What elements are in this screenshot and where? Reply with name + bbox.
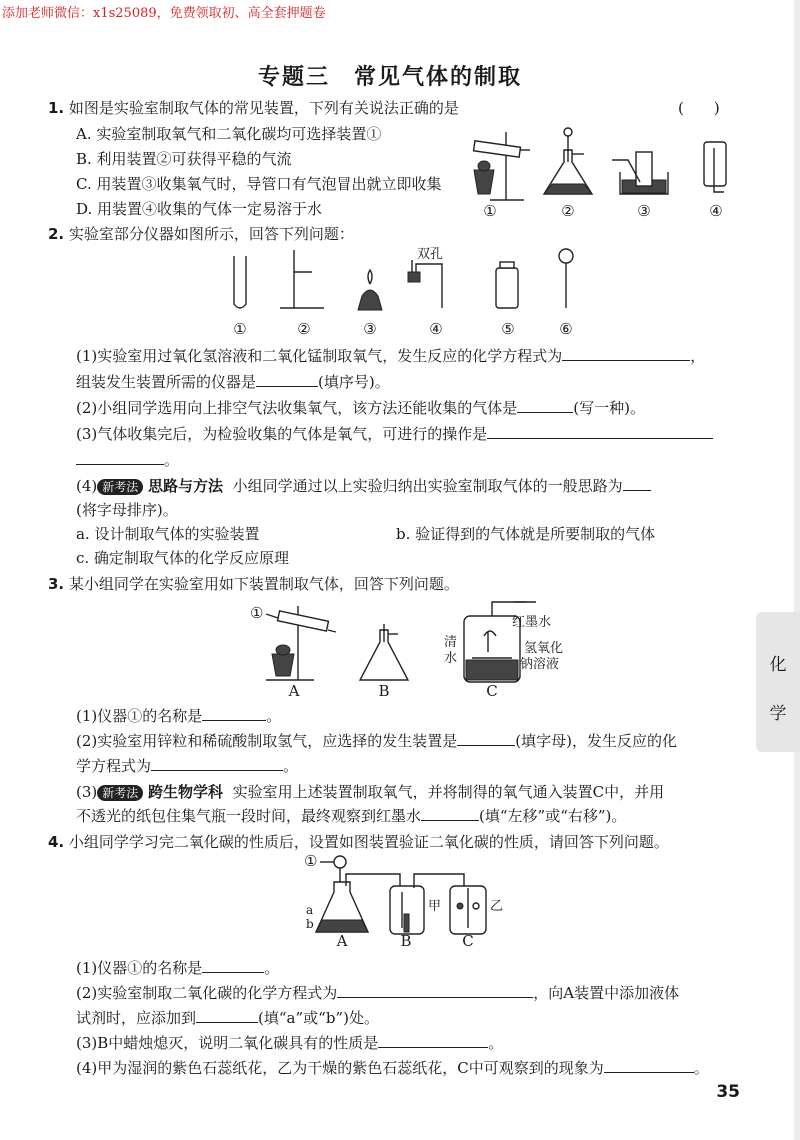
q2-part3 <box>76 424 713 444</box>
q1-apparatus-figure <box>460 122 740 222</box>
q3-device-blank[interactable] <box>457 731 515 746</box>
q3-label-b: B <box>378 682 390 700</box>
q2-instruments-blank[interactable] <box>256 372 318 387</box>
q4-stem <box>48 832 669 852</box>
q4-instrument-blank[interactable] <box>202 958 264 973</box>
q2-fig-label-6: ⑥ <box>559 320 573 338</box>
q4-fig-marker: ① <box>304 852 318 870</box>
q2-part3-cont <box>76 450 179 470</box>
q2-part4 <box>76 476 651 496</box>
page-edge <box>794 0 800 1140</box>
q3-label-c: C <box>486 682 498 700</box>
q2-fig-label-5: ⑤ <box>501 320 515 338</box>
q3-naoh-label-2: 钠溶液 <box>520 657 560 672</box>
q4-label-b: B <box>400 932 412 950</box>
q1-stem-text: 如图是实验室制取气体的常见装置，下列有关说法正确的是 <box>68 99 459 117</box>
q2-equation-blank[interactable] <box>562 346 690 361</box>
q2-part1b-text: 组装发生装置所需的仪器是 <box>76 373 257 391</box>
q4-part4-text: (4)甲为湿润的紫色石蕊纸花，乙为干燥的紫色石蕊纸花，C中可观察到的现象为 <box>76 1059 604 1077</box>
q3-part3-cont <box>76 806 626 826</box>
q2-number: 2. <box>48 225 65 243</box>
q2-fig-label-2: ② <box>297 320 311 338</box>
q4-device-c <box>450 886 486 934</box>
q3-part1-end: 。 <box>266 707 282 725</box>
new-method-badge: 新考法 <box>97 785 143 801</box>
q1-option-c: C. 用装置③收集氧气时，导管口有气泡冒出就立即收集 <box>76 175 442 193</box>
q2-part1-line2 <box>76 372 390 392</box>
q2-part1-line1 <box>76 346 705 366</box>
q2-part2 <box>76 398 645 418</box>
q2-operation-blank-2[interactable] <box>76 450 164 465</box>
q3-part2-end: (填字母)，发生反应的化 <box>515 732 677 750</box>
q4-part4-end: 。 <box>693 1059 709 1077</box>
q2-fig-label-1: ① <box>233 320 247 338</box>
q4-device-a <box>316 856 400 932</box>
q2-part4-text: 小组同学通过以上实验归纳出实验室制取气体的一般思路为 <box>232 477 623 495</box>
side-tab-char-1: 化 <box>769 655 787 675</box>
q3-device-b <box>360 624 408 680</box>
q2-part3-text: (3)气体收集完后，为检验收集的气体是氧气，可进行的操作是 <box>76 425 488 443</box>
q1-answer-paren: ( ) <box>678 99 720 117</box>
q2-option-a: a. 设计制取气体的实验装置 <box>76 525 260 543</box>
q4-ab-blank[interactable] <box>196 1008 258 1023</box>
q3-instrument-blank[interactable] <box>202 706 266 721</box>
q2-part2-end: (写一种)。 <box>573 399 645 417</box>
q2-fig-label-4: ④ <box>429 320 443 338</box>
q4-label-a: A <box>336 932 348 950</box>
q3-part3-num: (3) <box>76 783 98 801</box>
q4-label-c: C <box>462 932 474 950</box>
q4-part2 <box>76 983 679 1003</box>
q3-clear-label: 清 <box>444 635 458 650</box>
q2-part4-cont: (将字母排序)。 <box>76 501 178 519</box>
q3-equation-blank[interactable] <box>151 756 283 771</box>
q3-apparatus-figure <box>244 596 574 700</box>
q3-part3 <box>76 782 664 802</box>
q4-part3-text: (3)B中蜡烛熄灭，说明二氧化碳具有的性质是 <box>76 1034 379 1052</box>
q3-stem <box>48 574 459 594</box>
q1-fig-label-3: ③ <box>637 202 651 220</box>
q4-label-jia: 甲 <box>428 899 442 914</box>
q2-stem <box>48 224 354 244</box>
q4-part2b-end: (填“a”或“b”)处。 <box>258 1009 379 1027</box>
q4-part3-end: 。 <box>488 1034 504 1052</box>
q2-part4-num: (4) <box>76 477 98 495</box>
q2-operation-blank-1[interactable] <box>487 424 713 439</box>
q3-part3-text: 实验室用上述装置制取氧气，并将制得的氧气通入装置C中，并用 <box>232 783 665 801</box>
q1-conical-flask <box>544 128 592 194</box>
q1-option-d: D. 用装置④收集的气体一定易溶于水 <box>76 200 323 218</box>
watermark: 添加老师微信：x1s25089，免费领取初、高全套押题卷 <box>2 6 326 21</box>
q2-part2-text: (2)小组同学选用向上排空气法收集氧气，该方法还能收集的气体是 <box>76 399 518 417</box>
q2-long-neck-funnel <box>559 249 573 308</box>
q2-order-blank[interactable] <box>623 476 651 491</box>
q4-part2-cont <box>76 1008 379 1028</box>
q1-stem <box>48 98 459 118</box>
q4-part2-text: (2)实验室制取二氧化碳的化学方程式为 <box>76 984 338 1002</box>
q3-red-ink-label: 红墨水 <box>512 615 552 630</box>
q4-part4 <box>76 1058 709 1078</box>
q4-mark-b: b <box>306 917 314 931</box>
q2-option-c: c. 确定制取气体的化学反应原理 <box>76 549 289 567</box>
q4-number: 4. <box>48 833 65 851</box>
q3-ink-blank[interactable] <box>421 806 479 821</box>
q4-part2-end: ，向A装置中添加液体 <box>533 984 680 1002</box>
q1-heating-apparatus <box>474 132 530 200</box>
new-method-badge: 新考法 <box>97 479 143 495</box>
q4-mark-a: a <box>306 903 314 917</box>
q3-part2-text: (2)实验室用锌粒和稀硫酸制取氢气，应选择的发生装置是 <box>76 732 458 750</box>
q4-part1-text: (1)仪器①的名称是 <box>76 959 203 977</box>
q2-part1b-end: (填序号)。 <box>318 373 390 391</box>
q3-part3b-end: (填“左移”或“右移”)。 <box>479 807 627 825</box>
q2-iron-stand <box>280 250 324 308</box>
q2-part4-tagtext: 思路与方法 <box>148 477 224 495</box>
q3-part2b-text: 学方程式为 <box>76 757 152 775</box>
q4-property-blank[interactable] <box>378 1033 488 1048</box>
q3-part2 <box>76 731 677 751</box>
q1-number: 1. <box>48 99 65 117</box>
q2-part1-text: (1)实验室用过氧化氢溶液和二氧化锰制取氧气，发生反应的化学方程式为 <box>76 347 563 365</box>
q2-alcohol-lamp <box>358 270 382 310</box>
q3-part1 <box>76 706 281 726</box>
subject-side-tab <box>756 612 800 752</box>
q4-part1 <box>76 958 279 978</box>
page-title: 专题三 常见气体的制取 <box>257 65 522 90</box>
q2-double-hole-label: 双孔 <box>416 247 444 262</box>
q4-label-yi: 乙 <box>490 899 504 914</box>
q3-label-a: A <box>288 682 300 700</box>
q1-fig-label-4: ④ <box>709 202 723 220</box>
q1-gas-bottle <box>704 142 726 192</box>
q4-part1-end: 。 <box>264 959 280 977</box>
q3-part2-cont <box>76 756 298 776</box>
q1-option-a: A. 实验室制取氧气和二氧化碳均可选择装置① <box>76 125 382 143</box>
q4-equation-blank[interactable] <box>337 983 533 998</box>
q1-water-trough <box>612 152 668 194</box>
q1-option-b: B. 利用装置②可获得平稳的气流 <box>76 150 292 168</box>
q2-part1-comma: ， <box>690 347 706 365</box>
q3-part1-text: (1)仪器①的名称是 <box>76 707 203 725</box>
side-tab-char-2: 学 <box>769 704 787 724</box>
q3-water-label: 水 <box>444 651 458 666</box>
q2-instruments-figure <box>220 246 600 342</box>
q2-gas-jar <box>496 262 518 308</box>
q3-number: 3. <box>48 575 65 593</box>
q3-part3b-text: 不透光的纸包住集气瓶一段时间，最终观察到红墨水 <box>76 807 422 825</box>
q4-part2b-text: 试剂时，应添加到 <box>76 1009 197 1027</box>
q2-fig-label-3: ③ <box>363 320 377 338</box>
q4-apparatus-figure <box>304 852 524 948</box>
q3-part2b-end: 。 <box>283 757 299 775</box>
q2-test-tube <box>234 256 246 308</box>
q2-part3-end: 。 <box>164 451 180 469</box>
q3-stem-text: 某小组同学在实验室用如下装置制取气体，回答下列问题。 <box>68 575 459 593</box>
q4-part3 <box>76 1033 503 1053</box>
q2-stopper-tube <box>408 260 442 308</box>
q1-fig-label-1: ① <box>483 202 497 220</box>
q4-stem-text: 小组同学学习完二氧化碳的性质后，设置如图装置验证二氧化碳的性质，请回答下列问题。 <box>68 833 669 851</box>
q2-option-b: b. 验证得到的气体就是所要制取的气体 <box>396 525 656 543</box>
q3-part3-tagtext: 跨生物学科 <box>148 783 224 801</box>
q3-naoh-label-1: 氢氧化 <box>524 641 564 656</box>
page-number: 35 <box>716 1082 740 1102</box>
q4-phenomenon-blank[interactable] <box>604 1058 694 1073</box>
q2-stem-text: 实验室部分仪器如图所示，回答下列问题： <box>68 225 354 243</box>
q2-gas-blank[interactable] <box>517 398 573 413</box>
q1-fig-label-2: ② <box>561 202 575 220</box>
q3-fig-marker: ① <box>250 604 264 622</box>
